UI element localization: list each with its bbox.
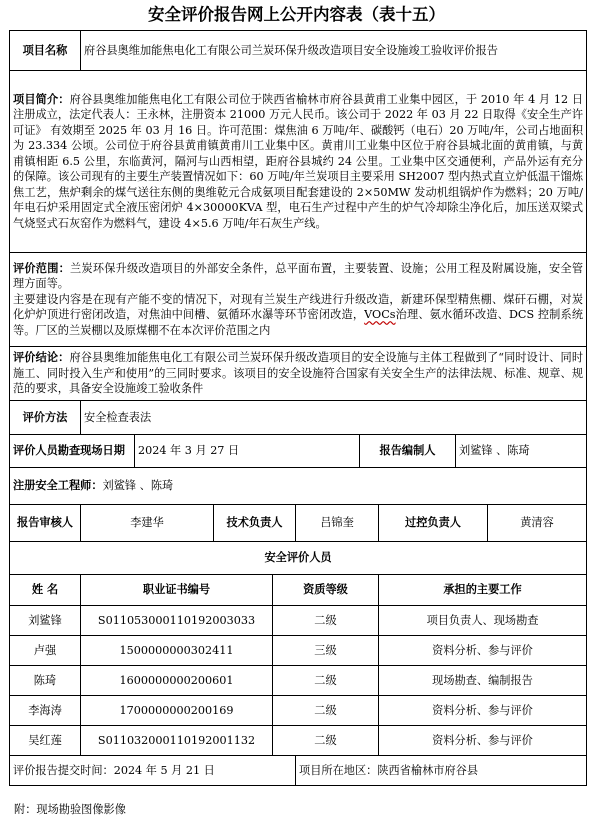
- person-name: 刘鲨锋: [10, 606, 81, 636]
- eval-scope-label: 评价范围：: [13, 260, 71, 275]
- project-location-value: 陕西省榆林市府谷县: [377, 763, 479, 777]
- report-reviewer-value: 李建华: [81, 505, 214, 542]
- person-level: 二级: [273, 726, 379, 756]
- submission-date-value: 2024 年 5 月 21 日: [113, 763, 215, 777]
- person-cert-no: 1700000000200169: [81, 696, 273, 726]
- eval-conclusion-row: [10, 347, 587, 401]
- submission-row: [10, 756, 587, 786]
- personnel-section-title: 安全评价人员: [10, 542, 587, 575]
- eval-method-row: [10, 401, 587, 435]
- project-location-label: 项目所在地区：: [299, 763, 378, 777]
- personnel-header-row: [10, 575, 587, 606]
- col-header-level: 资质等级: [273, 575, 379, 606]
- tech-lead-value: 吕锦奎: [296, 505, 379, 542]
- col-header-duties: 承担的主要工作: [379, 575, 587, 606]
- person-cert-no: 1500000000302411: [81, 636, 273, 666]
- eval-scope-row: [10, 253, 587, 347]
- eval-conclusion-label: 评价结论：: [13, 350, 70, 365]
- person-cert-no: S011053000110192003033: [81, 606, 273, 636]
- project-intro-label: 项目简介：: [13, 91, 70, 106]
- vocs-term: VOCs: [364, 308, 396, 322]
- registered-engineer-label: 注册安全工程师：: [13, 478, 103, 493]
- person-level: 二级: [273, 666, 379, 696]
- person-level: 三级: [273, 636, 379, 666]
- table-row: [10, 636, 587, 666]
- eval-conclusion-text: 府谷县奥维加能焦电化工有限公司兰炭环保升级改造项目的安全设施与主体工程做到了“同时设计、同时施工、同时投入生产和使用”的三同时要求。该项目的安全设施符合国家有关安全生产的法律法规、标准、规章、规范的要求，具备安全设施竣工验收条件: [13, 351, 584, 396]
- col-header-name: 姓 名: [10, 575, 81, 606]
- person-name: 陈琦: [10, 666, 81, 696]
- report-reviewer-label: 报告审核人: [10, 505, 81, 542]
- person-level: 二级: [273, 606, 379, 636]
- project-name-row: [10, 31, 587, 71]
- survey-row: [10, 435, 587, 468]
- project-intro-text: 府谷县奥维加能焦电化工有限公司位于陕西省榆林市府谷县黄甫工业集中园区，于 2010 年 4 月 12 日注册成立，法定代表人：王永林，注册资本 21000 万元人民币。该公司于 2022 年 03 月 22 日取得《安全生产许可证》 有效期至 2025 年 03 月 16 日。许可范围：煤焦油 6 万吨/年、碳酸钙（电石）20 万吨/年，公司占地面积为 23.334 公顷。公司位于府谷县黄甫镇黄甫川工业集中区。黄甫川工业集中区位于府谷县城北面的黄甫镇，与黄甫镇相距 6.5 公里，东临黄河，隔河与山西相望，距府谷县城约 24 公里。工业集中区交通便利，产品外运有充分的保障。该公司现有的主要生产装置情况如下：60 万吨/年兰炭项目主要采用 SH2007 型内热式直立炉低温干馏炼焦工艺，焦炉剩余的煤气送往东侧的奥维乾元合成氨项目配套建设的 2×50MW 发动机组锅炉作为燃料；20 万吨/年电石炉采用固定式全液压密闭炉 4×30000KVA 型，电石生产过程中产生的炉气冷却除尘净化后，加压送双梁式气烧竖式石灰窑作为燃料气，建设 4×5.6 万吨/年石灰生产线。: [13, 92, 584, 230]
- eval-method-value: 安全检查表法: [81, 401, 587, 435]
- disclosure-table: [9, 30, 587, 786]
- registered-engineer-value: 刘鲨锋 、陈琦: [102, 479, 174, 493]
- survey-date-value: 2024 年 3 月 27 日: [135, 435, 360, 468]
- tech-lead-label: 技术负责人: [214, 505, 296, 542]
- person-name: 吴红莲: [10, 726, 81, 756]
- report-author-value: 刘鲨锋 、陈琦: [456, 435, 587, 468]
- page-title: 安全评价报告网上公开内容表（表十五）: [148, 5, 445, 24]
- col-header-cert-no: 职业证书编号: [81, 575, 273, 606]
- person-duties: 资料分析、参与评价: [379, 636, 587, 666]
- eval-scope-text2b: 治理、氨水循环改造、DCS 控制系统等。厂区的兰炭棚以及原煤棚不在本次评价范围之内: [13, 308, 584, 337]
- reviewers-row: [10, 505, 587, 542]
- person-duties: 项目负责人、现场勘查: [379, 606, 587, 636]
- registered-engineer-row: [10, 468, 587, 505]
- person-cert-no: 1600000000200601: [81, 666, 273, 696]
- project-intro-row: [10, 71, 587, 253]
- person-name: 李海涛: [10, 696, 81, 726]
- registered-engineer-cell: [10, 468, 587, 505]
- project-location-cell: [296, 756, 587, 786]
- person-cert-no: S011032000110192001132: [81, 726, 273, 756]
- process-lead-label: 过控负责人: [379, 505, 488, 542]
- table-row: [10, 666, 587, 696]
- submission-date-cell: [10, 756, 296, 786]
- project-name-value: 府谷县奥维加能焦电化工有限公司兰炭环保升级改造项目安全设施竣工验收评价报告: [81, 31, 587, 71]
- personnel-title-row: [10, 542, 587, 575]
- project-name-label: 项目名称: [10, 31, 81, 71]
- person-level: 二级: [273, 696, 379, 726]
- eval-scope-cell: [10, 253, 587, 347]
- table-row: [10, 696, 587, 726]
- person-duties: 现场勘查、编制报告: [379, 666, 587, 696]
- person-duties: 资料分析、参与评价: [379, 696, 587, 726]
- table-row: [10, 606, 587, 636]
- attachment-note: 附：现场勘验图像影像: [14, 803, 126, 816]
- eval-method-label: 评价方法: [10, 401, 81, 435]
- survey-date-label: 评价人员勘查现场日期: [10, 435, 135, 468]
- report-author-label: 报告编制人: [360, 435, 456, 468]
- project-intro-cell: [10, 71, 587, 253]
- person-name: 卢强: [10, 636, 81, 666]
- submission-date-label: 评价报告提交时间：: [13, 763, 114, 777]
- eval-scope-text1: 兰炭环保升级改造项目的外部安全条件，总平面布置，主要装置、设施；公用工程及附属设施，安全管理方面等。: [13, 261, 584, 291]
- person-duties: 资料分析、参与评价: [379, 726, 587, 756]
- table-row: [10, 726, 587, 756]
- eval-conclusion-cell: [10, 347, 587, 401]
- eval-scope-text2a: 主要建设内容是在现有产能不变的情况下，对现有兰炭生产线进行升级改造，新建环保型精焦棚、煤矸石棚，对炭化炉炉顶进行密闭改造，对焦油中间槽、氨循环水瀑等环节密闭改造，: [13, 292, 584, 322]
- process-lead-value: 黄清容: [488, 505, 587, 542]
